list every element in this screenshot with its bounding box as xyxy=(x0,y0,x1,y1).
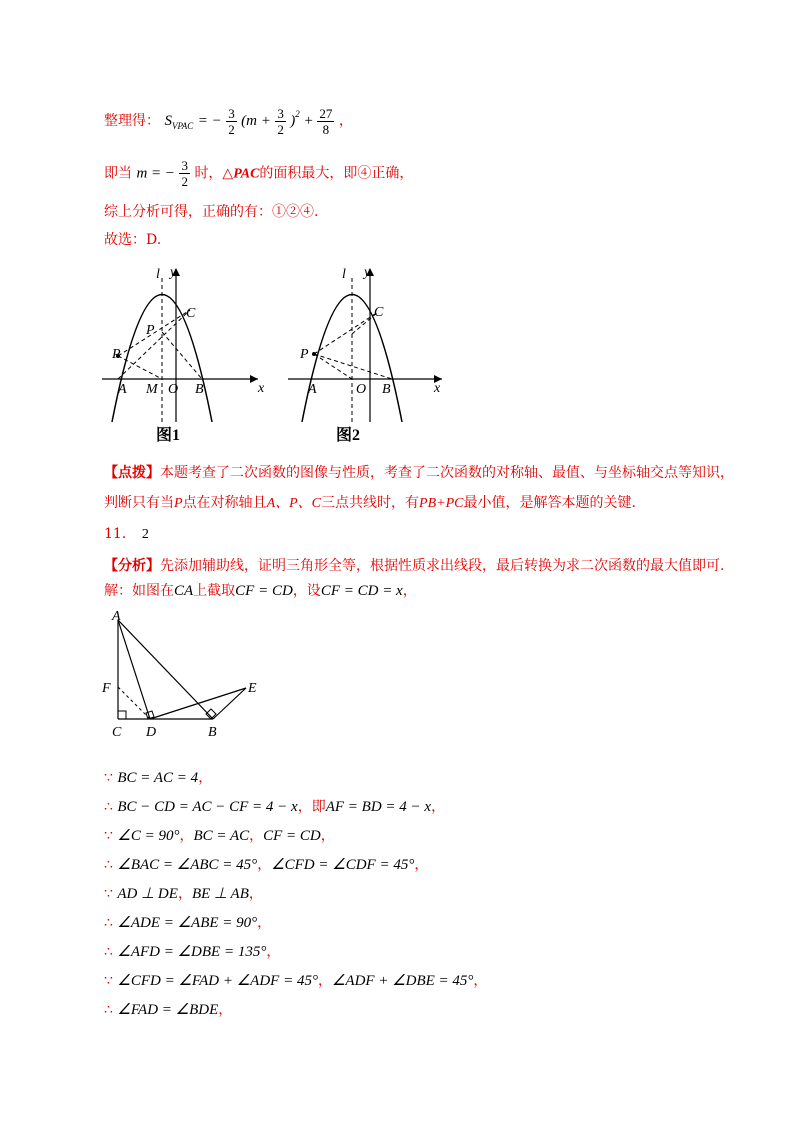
figure-3-triangles xyxy=(96,608,276,742)
fig2-caption: 图2 xyxy=(336,427,361,444)
svg-text:P: P xyxy=(112,347,121,362)
svg-text:y: y xyxy=(364,265,371,280)
svg-text:l: l xyxy=(156,267,160,282)
summary-line: 综上分析可得，正确的有：①②④. xyxy=(104,204,319,220)
analysis-line: 【分析】先添加辅助线，证明三角形全等，根据性质求出线段，最后转换为求二次函数的最大值即可. xyxy=(104,558,725,574)
step-7: ∴ ∠AFD = ∠DBE = 135°， xyxy=(104,944,281,960)
fig1-caption: 图1 xyxy=(156,427,181,444)
svg-text:A: A xyxy=(308,382,317,397)
svg-text:l: l xyxy=(342,267,346,282)
step-5: ∵ AD ⊥ DE，BE ⊥ AB， xyxy=(104,886,263,902)
svg-text:C: C xyxy=(374,305,384,320)
svg-text:B: B xyxy=(382,382,391,397)
step-1: ∵ BC = AC = 4， xyxy=(104,770,213,786)
svg-text:A: A xyxy=(112,609,121,624)
svg-text:x: x xyxy=(434,381,441,396)
svg-text:O: O xyxy=(168,382,179,397)
svg-text:C: C xyxy=(112,725,122,740)
svg-text:B: B xyxy=(195,382,204,397)
svg-text:M: M xyxy=(146,382,158,397)
svg-text:y: y xyxy=(170,265,177,280)
svg-text:P: P xyxy=(300,347,309,362)
step-2: ∴ BC − CD = AC − CF = 4 − x，即AF = BD = 4 − x， xyxy=(104,799,446,815)
figure-1 xyxy=(98,262,268,447)
step-3: ∵ ∠C = 90°，BC = AC，CF = CD， xyxy=(104,828,335,844)
svg-text:x: x xyxy=(258,381,265,396)
svg-text:C: C xyxy=(186,306,196,321)
step-8: ∵ ∠CFD = ∠FAD + ∠ADF = 45°，∠ADF + ∠DBE = 45°， xyxy=(104,973,488,989)
step-4: ∴ ∠BAC = ∠ABC = 45°，∠CFD = ∠CDF = 45°， xyxy=(104,857,429,873)
answer-line: 故选：D. xyxy=(104,232,162,248)
svg-text:B: B xyxy=(208,725,217,740)
svg-text:E: E xyxy=(248,681,257,696)
solution-line: 解：如图在CA上截取CF = CD，设CF = CD = x， xyxy=(104,583,417,599)
figure-2 xyxy=(284,262,454,447)
svg-text:A: A xyxy=(118,382,127,397)
step-6: ∴ ∠ADE = ∠ABE = 90°， xyxy=(104,915,272,931)
step-9: ∴ ∠FAD = ∠BDE， xyxy=(104,1002,233,1018)
question-11: 11． 2 xyxy=(104,526,149,542)
max-area-line: 即当 m = − $\frac{3}{2}$ 时，△PAC的面积最大，即④正确， xyxy=(104,158,414,189)
formula-area-line: 整理得： $S_{VPAC}$ = − $\frac{3}{2}$ (m + $\frac{3}{2}$ )$^2$ + $\frac{27}{8}$ ， xyxy=(104,105,353,137)
key-point-note: 【点拨】本题考查了二次函数的图像与性质，考查了二次函数的对称轴、最值、与坐标轴交点等知识， 判断只有当P点在对称轴且A、P、C三点共线时，有PB+PC最小值，是解答本题的关键. xyxy=(104,465,734,511)
svg-text:O: O xyxy=(356,382,367,397)
svg-text:D: D xyxy=(146,725,157,740)
svg-text:F: F xyxy=(102,681,111,696)
svg-text:P: P xyxy=(146,323,155,338)
